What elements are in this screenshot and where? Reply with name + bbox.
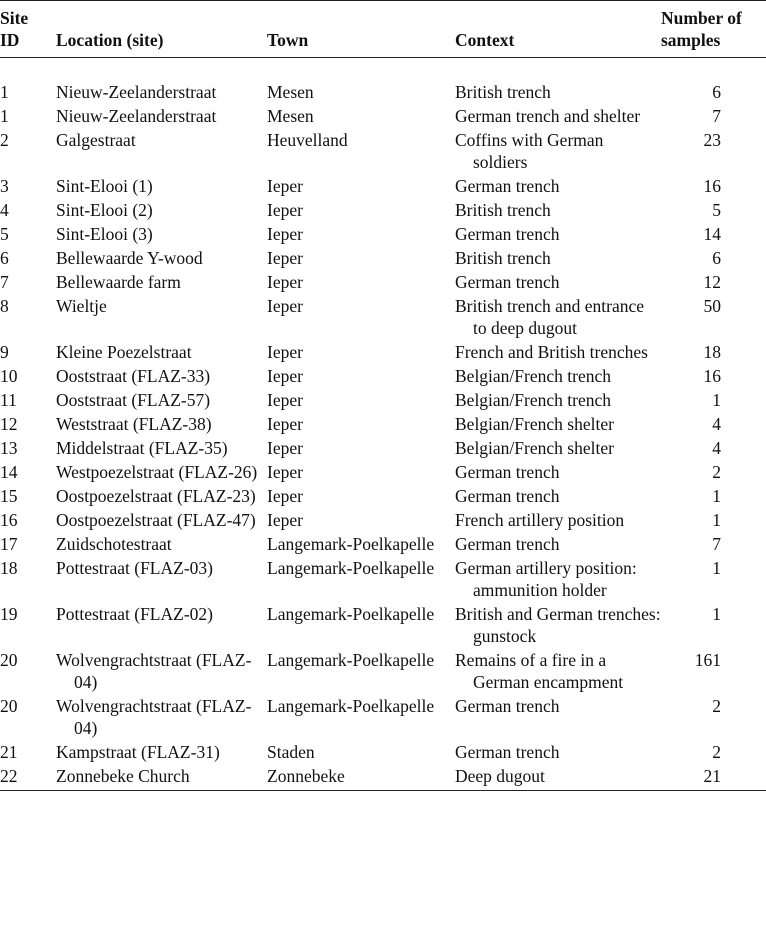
- cell-location-text: Zuidschotestraat: [56, 534, 172, 554]
- cell-site-id-text: 20: [0, 696, 18, 716]
- cell-context-text: Remains of a fire in a German encampment: [455, 650, 624, 692]
- cell-context: [455, 764, 661, 791]
- header-site-id-line1: Site: [0, 8, 29, 28]
- cell-context-text: Belgian/French shelter: [455, 438, 614, 458]
- cell-context-text: German trench: [455, 176, 560, 196]
- cell-context-text: British trench and entrance to deep dugout: [455, 296, 645, 338]
- cell-site-id: [0, 198, 56, 222]
- cell-context-text: German trench: [455, 696, 560, 716]
- table-row: [0, 294, 766, 340]
- cell-context: [455, 532, 661, 556]
- cell-location-text: Zonnebeke Church: [56, 766, 190, 786]
- cell-samples: [661, 222, 766, 246]
- cell-context-text: British trench: [455, 82, 551, 102]
- cell-context: [455, 556, 661, 602]
- cell-context: [455, 508, 661, 532]
- cell-town-text: Ieper: [267, 462, 303, 482]
- cell-context: [455, 294, 661, 340]
- cell-context-text: Belgian/French trench: [455, 390, 611, 410]
- cell-samples: [661, 340, 766, 364]
- cell-context-text: French artillery position: [455, 510, 625, 530]
- cell-samples-text: 23: [703, 130, 721, 150]
- cell-town-text: Staden: [267, 742, 315, 762]
- cell-location: [56, 460, 267, 484]
- cell-context-text: German trench: [455, 272, 560, 292]
- cell-samples: [661, 388, 766, 412]
- cell-samples-text: 7: [712, 106, 721, 126]
- table-row: [0, 174, 766, 198]
- table-row: [0, 80, 766, 104]
- cell-samples-text: 1: [712, 558, 721, 578]
- cell-site-id-text: 2: [0, 130, 9, 150]
- cell-samples: [661, 364, 766, 388]
- cell-location-text: Pottestraat (FLAZ-03): [56, 558, 213, 578]
- cell-town: [267, 340, 455, 364]
- cell-context: [455, 648, 661, 694]
- cell-town-text: Langemark-Poelkapelle: [267, 604, 435, 624]
- cell-location-text: Kleine Poezelstraat: [56, 342, 192, 362]
- cell-context-text: French and British trenches: [455, 342, 648, 362]
- cell-site-id: [0, 764, 56, 791]
- cell-location: [56, 174, 267, 198]
- cell-samples: [661, 602, 766, 648]
- cell-location-text: Ooststraat (FLAZ-57): [56, 390, 211, 410]
- cell-samples-text: 16: [703, 366, 721, 386]
- cell-samples: [661, 532, 766, 556]
- cell-town: [267, 294, 455, 340]
- cell-site-id: [0, 508, 56, 532]
- cell-context: [455, 222, 661, 246]
- header-spacer: [0, 58, 766, 81]
- cell-context-text: German trench and shelter: [455, 106, 641, 126]
- cell-samples-text: 12: [703, 272, 721, 292]
- cell-context-text: German trench: [455, 534, 560, 554]
- cell-site-id-text: 1: [0, 106, 9, 126]
- cell-site-id-text: 13: [0, 438, 18, 458]
- cell-context: [455, 436, 661, 460]
- cell-context: [455, 484, 661, 508]
- cell-context: [455, 694, 661, 740]
- cell-town-text: Mesen: [267, 82, 314, 102]
- cell-town-text: Ieper: [267, 248, 303, 268]
- cell-samples: [661, 270, 766, 294]
- cell-town: [267, 556, 455, 602]
- cell-location: [56, 388, 267, 412]
- cell-samples-text: 1: [712, 486, 721, 506]
- cell-site-id-text: 19: [0, 604, 18, 624]
- cell-location: [56, 340, 267, 364]
- cell-site-id-text: 22: [0, 766, 18, 786]
- cell-samples: [661, 294, 766, 340]
- cell-site-id-text: 1: [0, 82, 9, 102]
- cell-site-id: [0, 128, 56, 174]
- cell-context: [455, 340, 661, 364]
- table-row: [0, 508, 766, 532]
- cell-context: [455, 388, 661, 412]
- cell-town-text: Langemark-Poelkapelle: [267, 650, 435, 670]
- cell-town: [267, 364, 455, 388]
- cell-location: [56, 104, 267, 128]
- cell-context-text: German artillery position: ammunition holder: [455, 558, 637, 600]
- table-row: [0, 484, 766, 508]
- cell-site-id-text: 8: [0, 296, 9, 316]
- cell-site-id: [0, 436, 56, 460]
- table-row: [0, 246, 766, 270]
- cell-town: [267, 532, 455, 556]
- cell-site-id: [0, 556, 56, 602]
- cell-town: [267, 694, 455, 740]
- header-samples-line1: Number of: [661, 8, 742, 28]
- header-town: Town: [267, 1, 455, 58]
- cell-location: [56, 602, 267, 648]
- cell-samples: [661, 174, 766, 198]
- cell-context: [455, 174, 661, 198]
- header-location: Location (site): [56, 1, 267, 58]
- cell-location: [56, 764, 267, 791]
- header-row: [0, 1, 766, 58]
- table-row: [0, 460, 766, 484]
- cell-context-text: British trench: [455, 200, 551, 220]
- header-context: Context: [455, 1, 661, 58]
- table-row: [0, 556, 766, 602]
- cell-samples: [661, 694, 766, 740]
- cell-location-text: Weststraat (FLAZ-38): [56, 414, 212, 434]
- cell-context: [455, 246, 661, 270]
- cell-town-text: Ieper: [267, 438, 303, 458]
- cell-samples-text: 16: [703, 176, 721, 196]
- cell-context-text: Belgian/French shelter: [455, 414, 614, 434]
- cell-town-text: Ieper: [267, 200, 303, 220]
- cell-location: [56, 222, 267, 246]
- cell-samples-text: 50: [703, 296, 721, 316]
- cell-town: [267, 222, 455, 246]
- cell-location-text: Nieuw-Zeelanderstraat: [56, 82, 217, 102]
- header-site-id-line2: ID: [0, 30, 20, 50]
- cell-location: [56, 270, 267, 294]
- cell-context-text: Deep dugout: [455, 766, 545, 786]
- table-row: [0, 104, 766, 128]
- cell-context-text: German trench: [455, 742, 560, 762]
- cell-site-id: [0, 388, 56, 412]
- cell-samples-text: 6: [712, 248, 721, 268]
- cell-site-id: [0, 412, 56, 436]
- cell-site-id-text: 17: [0, 534, 18, 554]
- cell-location-text: Westpoezelstraat (FLAZ-26): [56, 462, 258, 482]
- table-row: [0, 648, 766, 694]
- cell-samples: [661, 246, 766, 270]
- cell-town-text: Ieper: [267, 342, 303, 362]
- cell-site-id-text: 5: [0, 224, 9, 244]
- cell-town-text: Ieper: [267, 414, 303, 434]
- cell-site-id-text: 3: [0, 176, 9, 196]
- header-site-id: [0, 1, 56, 58]
- cell-location: [56, 128, 267, 174]
- cell-context-text: German trench: [455, 486, 560, 506]
- cell-town-text: Mesen: [267, 106, 314, 126]
- header-samples-line2: samples: [661, 30, 721, 50]
- cell-site-id: [0, 532, 56, 556]
- cell-site-id-text: 7: [0, 272, 9, 292]
- cell-location-text: Oostpoezelstraat (FLAZ-47): [56, 510, 256, 530]
- cell-site-id-text: 12: [0, 414, 18, 434]
- cell-town: [267, 388, 455, 412]
- cell-town: [267, 648, 455, 694]
- cell-town: [267, 740, 455, 764]
- cell-site-id-text: 15: [0, 486, 18, 506]
- cell-site-id-text: 9: [0, 342, 9, 362]
- cell-context: [455, 104, 661, 128]
- cell-location-text: Nieuw-Zeelanderstraat: [56, 106, 217, 126]
- cell-site-id: [0, 222, 56, 246]
- table-row: [0, 364, 766, 388]
- cell-town-text: Heuvelland: [267, 130, 348, 150]
- cell-site-id: [0, 104, 56, 128]
- cell-site-id: [0, 460, 56, 484]
- cell-location-text: Bellewaarde Y-wood: [56, 248, 203, 268]
- cell-location-text: Sint-Elooi (3): [56, 224, 153, 244]
- cell-context: [455, 364, 661, 388]
- cell-samples: [661, 556, 766, 602]
- cell-town: [267, 484, 455, 508]
- cell-location: [56, 198, 267, 222]
- cell-site-id: [0, 602, 56, 648]
- header-samples: [661, 1, 766, 58]
- table-row: [0, 388, 766, 412]
- cell-town: [267, 508, 455, 532]
- cell-samples: [661, 198, 766, 222]
- cell-samples-text: 161: [694, 650, 721, 670]
- cell-site-id: [0, 484, 56, 508]
- cell-samples: [661, 740, 766, 764]
- cell-samples: [661, 128, 766, 174]
- cell-context-text: German trench: [455, 224, 560, 244]
- cell-town: [267, 174, 455, 198]
- cell-site-id: [0, 340, 56, 364]
- cell-site-id: [0, 740, 56, 764]
- cell-town-text: Ieper: [267, 224, 303, 244]
- cell-context: [455, 412, 661, 436]
- cell-samples: [661, 460, 766, 484]
- cell-context-text: British trench: [455, 248, 551, 268]
- cell-location: [56, 694, 267, 740]
- cell-samples-text: 1: [712, 390, 721, 410]
- cell-town-text: Langemark-Poelkapelle: [267, 534, 435, 554]
- cell-site-id: [0, 174, 56, 198]
- cell-town-text: Langemark-Poelkapelle: [267, 558, 435, 578]
- cell-samples-text: 2: [712, 462, 721, 482]
- cell-location-text: Bellewaarde farm: [56, 272, 181, 292]
- cell-samples-text: 18: [703, 342, 721, 362]
- cell-context: [455, 128, 661, 174]
- cell-site-id-text: 20: [0, 650, 18, 670]
- cell-location: [56, 436, 267, 460]
- cell-context-text: Coffins with German soldiers: [455, 130, 604, 172]
- cell-samples-text: 4: [712, 438, 721, 458]
- cell-site-id: [0, 294, 56, 340]
- cell-context: [455, 602, 661, 648]
- cell-samples: [661, 648, 766, 694]
- cell-town-text: Langemark-Poelkapelle: [267, 696, 435, 716]
- cell-town-text: Ieper: [267, 390, 303, 410]
- cell-town-text: Ieper: [267, 176, 303, 196]
- cell-site-id-text: 21: [0, 742, 18, 762]
- table-row: [0, 764, 766, 791]
- table-header: [0, 1, 766, 58]
- cell-context-text: British and German trenches: gunstock: [455, 604, 661, 646]
- cell-samples: [661, 764, 766, 791]
- cell-samples-text: 21: [703, 766, 721, 786]
- cell-location: [56, 648, 267, 694]
- cell-town-text: Ieper: [267, 366, 303, 386]
- cell-town: [267, 764, 455, 791]
- table-row: [0, 340, 766, 364]
- table-row: [0, 198, 766, 222]
- cell-site-id-text: 14: [0, 462, 18, 482]
- cell-town: [267, 80, 455, 104]
- cell-town: [267, 270, 455, 294]
- cell-context: [455, 740, 661, 764]
- table-row: [0, 740, 766, 764]
- cell-town-text: Ieper: [267, 486, 303, 506]
- cell-town-text: Ieper: [267, 296, 303, 316]
- cell-town: [267, 412, 455, 436]
- cell-location-text: Oostpoezelstraat (FLAZ-23): [56, 486, 256, 506]
- cell-site-id: [0, 246, 56, 270]
- cell-location-text: Middelstraat (FLAZ-35): [56, 438, 228, 458]
- cell-context-text: German trench: [455, 462, 560, 482]
- cell-town: [267, 104, 455, 128]
- cell-location-text: Wolvengrachtstraat (FLAZ-04): [56, 650, 252, 692]
- cell-samples: [661, 104, 766, 128]
- cell-location-text: Sint-Elooi (1): [56, 176, 153, 196]
- cell-location: [56, 556, 267, 602]
- cell-context: [455, 460, 661, 484]
- cell-location: [56, 412, 267, 436]
- cell-location-text: Kampstraat (FLAZ-31): [56, 742, 220, 762]
- table-body: [0, 58, 766, 791]
- cell-location: [56, 532, 267, 556]
- cell-town-text: Zonnebeke: [267, 766, 345, 786]
- cell-samples-text: 1: [712, 604, 721, 624]
- cell-site-id-text: 6: [0, 248, 9, 268]
- cell-site-id: [0, 694, 56, 740]
- table-row: [0, 694, 766, 740]
- cell-site-id-text: 4: [0, 200, 9, 220]
- cell-location-text: Galgestraat: [56, 130, 136, 150]
- cell-town-text: Ieper: [267, 272, 303, 292]
- cell-town: [267, 246, 455, 270]
- cell-samples-text: 1: [712, 510, 721, 530]
- cell-site-id-text: 16: [0, 510, 18, 530]
- cell-samples-text: 4: [712, 414, 721, 434]
- cell-location: [56, 294, 267, 340]
- cell-location-text: Wolvengrachtstraat (FLAZ-04): [56, 696, 252, 738]
- cell-samples: [661, 484, 766, 508]
- cell-context-text: Belgian/French trench: [455, 366, 611, 386]
- cell-samples-text: 2: [712, 696, 721, 716]
- cell-location: [56, 80, 267, 104]
- cell-context: [455, 198, 661, 222]
- cell-town: [267, 198, 455, 222]
- cell-site-id: [0, 270, 56, 294]
- cell-location-text: Ooststraat (FLAZ-33): [56, 366, 211, 386]
- cell-location: [56, 364, 267, 388]
- cell-context: [455, 270, 661, 294]
- cell-samples-text: 2: [712, 742, 721, 762]
- cell-samples: [661, 412, 766, 436]
- cell-location-text: Wieltje: [56, 296, 107, 316]
- cell-samples: [661, 80, 766, 104]
- cell-location-text: Sint-Elooi (2): [56, 200, 153, 220]
- table-row: [0, 128, 766, 174]
- table-row: [0, 412, 766, 436]
- cell-town: [267, 436, 455, 460]
- table-row: [0, 270, 766, 294]
- cell-location-text: Pottestraat (FLAZ-02): [56, 604, 213, 624]
- cell-site-id: [0, 80, 56, 104]
- cell-samples-text: 5: [712, 200, 721, 220]
- cell-town: [267, 460, 455, 484]
- cell-samples-text: 14: [703, 224, 721, 244]
- cell-samples-text: 6: [712, 82, 721, 102]
- table-row: [0, 602, 766, 648]
- table-row: [0, 436, 766, 460]
- cell-location: [56, 508, 267, 532]
- cell-context: [455, 80, 661, 104]
- cell-samples: [661, 508, 766, 532]
- table-row: [0, 532, 766, 556]
- cell-location: [56, 246, 267, 270]
- cell-site-id: [0, 648, 56, 694]
- cell-location: [56, 484, 267, 508]
- cell-site-id-text: 18: [0, 558, 18, 578]
- cell-location: [56, 740, 267, 764]
- cell-town: [267, 128, 455, 174]
- cell-samples-text: 7: [712, 534, 721, 554]
- cell-town-text: Ieper: [267, 510, 303, 530]
- cell-town: [267, 602, 455, 648]
- cell-site-id-text: 11: [0, 390, 17, 410]
- cell-site-id: [0, 364, 56, 388]
- table-row: [0, 222, 766, 246]
- cell-site-id-text: 10: [0, 366, 18, 386]
- cell-samples: [661, 436, 766, 460]
